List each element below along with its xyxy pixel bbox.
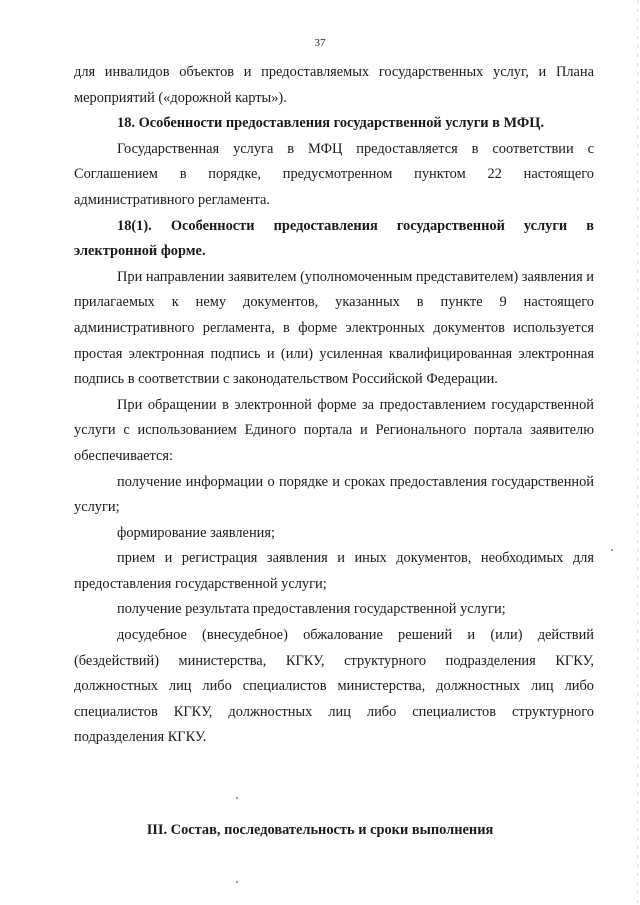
scan-dust xyxy=(611,549,613,551)
scan-edge-artifact xyxy=(637,0,638,905)
heading-18: 18. Особенности предоставления государственной услуги в МФЦ. xyxy=(117,115,545,132)
list-item-result: получение результата предоставления государственной услуги; xyxy=(117,601,506,618)
scan-dust xyxy=(236,797,238,799)
section-title: III. Состав, последовательность и сроки выполнения xyxy=(146,822,494,838)
document-body xyxy=(74,60,594,751)
list-item-appeal: досудебное (внесудебное) обжалование решений и (или) действий (бездействий) министерства, КГКУ, структурного подразделения КГКУ, должностных лиц либо специалистов министерства, должностных лиц либо специалистов КГКУ, должностных лиц либо специалистов структурного подразделения КГКУ. xyxy=(74,627,594,746)
paragraph-portal-access: При обращении в электронной форме за предоставлением государственной услуги с использованием Единого портала и Регионального портала заявителю обеспечивается: xyxy=(74,396,594,464)
paragraph-mfc: Государственная услуга в МФЦ предоставляется в соответствии с Соглашением в порядке, предусмотренном пунктом 22 настоящего административного регламента. xyxy=(74,140,594,208)
list-item-application-forming: формирование заявления; xyxy=(117,524,275,541)
heading-18-1: 18(1). Особенности предоставления государственной услуги в электронной форме. xyxy=(74,217,594,260)
page-number: 37 xyxy=(314,37,326,49)
list-item-registration: прием и регистрация заявления и иных документов, необходимых для предоставления государственной услуги; xyxy=(74,550,594,592)
scan-dust xyxy=(236,881,238,883)
paragraph-electronic-signature: При направлении заявителем (уполномоченным представителем) заявления и прилагаемых к нему документов, указанных в пункте 9 настоящего административного регламента, в форме электронных документов используется простая электронная подпись и (или) усиленная квалифицированная электронная подпись в соответствии с законодательством Российской Федерации. xyxy=(74,268,594,388)
paragraph-continuation: для инвалидов объектов и предоставляемых государственных услуг, и Плана мероприятий («дорожной карты»). xyxy=(74,64,594,106)
list-item-information: получение информации о порядке и сроках предоставления государственной услуги; xyxy=(74,473,594,516)
